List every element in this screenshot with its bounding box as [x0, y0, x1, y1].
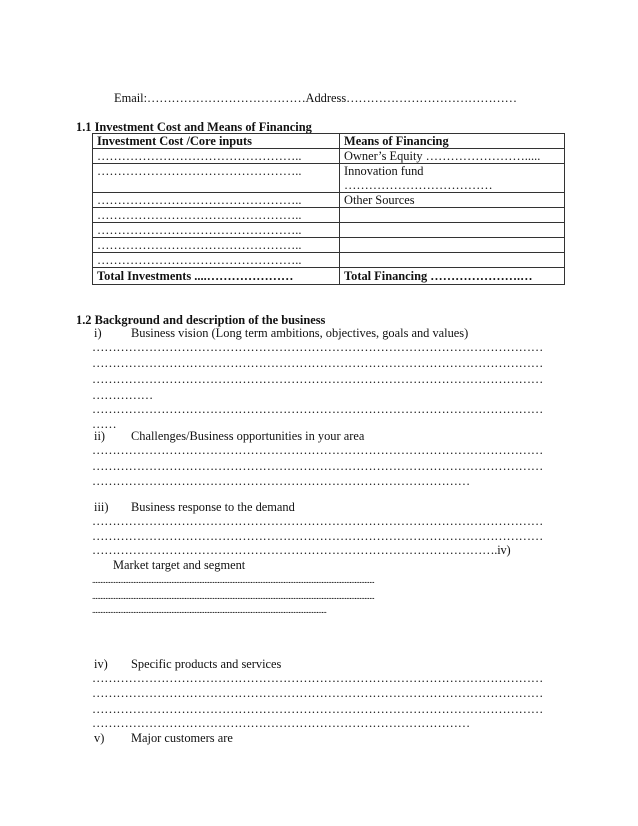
- answer-line[interactable]: …………………………………………………………………………………………………: [92, 671, 544, 685]
- answer-line[interactable]: ...........................................................................................................................................................................: [92, 591, 375, 601]
- answer-line[interactable]: …………………………………………………………………………………………………: [92, 372, 544, 386]
- table-row: [93, 149, 565, 164]
- answer-line[interactable]: …………………………………………………………………………………………………: [92, 356, 544, 370]
- contact-line: [114, 91, 517, 105]
- item-iv-market-number: iv): [497, 543, 511, 557]
- item-v-title: Major customers are: [131, 731, 233, 745]
- answer-line[interactable]: …………………………………………………………………………………: [92, 716, 470, 730]
- financing-cell[interactable]: ………………………………: [340, 178, 565, 193]
- investment-header: Investment Cost /Core inputs: [93, 134, 340, 149]
- item-iii-number: iii): [94, 500, 109, 514]
- item-i-number: i): [94, 326, 102, 340]
- financing-cell[interactable]: Other Sources: [340, 193, 565, 208]
- total-financing[interactable]: Total Financing ………………….…: [340, 268, 565, 285]
- section-1-2-heading: 1.2 Background and description of the business: [76, 313, 326, 327]
- item-iv-products-title: Specific products and services: [131, 657, 282, 671]
- table-row: [93, 253, 565, 268]
- item-iv-market-title: Market target and segment: [113, 558, 246, 572]
- answer-line[interactable]: …………………………………………………………………………………………………: [92, 686, 544, 700]
- item-i-title: Business vision (Long term ambitions, objectives, goals and values): [131, 326, 469, 340]
- item-v-number: v): [94, 731, 105, 745]
- answer-line[interactable]: ..............................................................................................................................................: [92, 605, 327, 615]
- table-row: [93, 208, 565, 223]
- address-label: Address: [305, 91, 347, 105]
- answer-line-dots: ……………………………………………………………………………………….: [92, 543, 498, 557]
- investment-financing-table: [92, 133, 565, 285]
- item-ii-number: ii): [94, 429, 106, 443]
- financing-cell[interactable]: Owner’s Equity …………………….....: [340, 149, 565, 164]
- table-row: [93, 223, 565, 238]
- item-iv-products-number: iv): [94, 657, 108, 671]
- table-row: [93, 193, 565, 208]
- answer-line[interactable]: [92, 543, 510, 557]
- answer-line[interactable]: ……………: [92, 388, 153, 402]
- answer-line[interactable]: …………………………………………………………………………………: [92, 474, 470, 488]
- item-iii-title: Business response to the demand: [131, 500, 295, 514]
- answer-line[interactable]: …………………………………………………………………………………………………: [92, 529, 544, 543]
- answer-line[interactable]: …………………………………………………………………………………………………: [92, 702, 544, 716]
- financing-cell[interactable]: [340, 208, 565, 223]
- table-row: [93, 164, 565, 179]
- financing-header: Means of Financing: [340, 134, 565, 149]
- investment-cell[interactable]: …………………………………………..: [93, 253, 340, 268]
- address-fill-dots: ……………………………………: [346, 91, 517, 105]
- investment-cell[interactable]: …………………………………………..: [93, 164, 340, 193]
- total-investments[interactable]: Total Investments ....…………………: [93, 268, 340, 285]
- financing-cell[interactable]: [340, 223, 565, 238]
- financing-cell[interactable]: [340, 238, 565, 253]
- financing-cell[interactable]: [340, 253, 565, 268]
- section-1-1-heading: 1.1 Investment Cost and Means of Financing: [76, 120, 312, 134]
- answer-line[interactable]: …………………………………………………………………………………………………: [92, 402, 544, 416]
- email-fill-dots: …………………………………: [147, 91, 306, 105]
- investment-cell[interactable]: …………………………………………..: [93, 238, 340, 253]
- table-row: [93, 238, 565, 253]
- financing-cell[interactable]: Innovation fund: [340, 164, 565, 179]
- totals-row: [93, 268, 565, 285]
- investment-cell[interactable]: …………………………………………..: [93, 149, 340, 164]
- answer-line[interactable]: …………………………………………………………………………………………………: [92, 443, 544, 457]
- investment-cell[interactable]: …………………………………………..: [93, 223, 340, 238]
- investment-cell[interactable]: …………………………………………..: [93, 208, 340, 223]
- investment-cell[interactable]: …………………………………………..: [93, 193, 340, 208]
- answer-line[interactable]: …………………………………………………………………………………………………: [92, 340, 544, 354]
- answer-line[interactable]: …………………………………………………………………………………………………: [92, 459, 544, 473]
- answer-line[interactable]: …………………………………………………………………………………………………: [92, 514, 544, 528]
- item-ii-title: Challenges/Business opportunities in your area: [131, 429, 365, 443]
- email-label: Email:: [114, 91, 148, 105]
- table-header-row: [93, 134, 565, 149]
- answer-line[interactable]: ...........................................................................................................................................................................: [92, 575, 375, 585]
- answer-line[interactable]: ……: [92, 417, 117, 431]
